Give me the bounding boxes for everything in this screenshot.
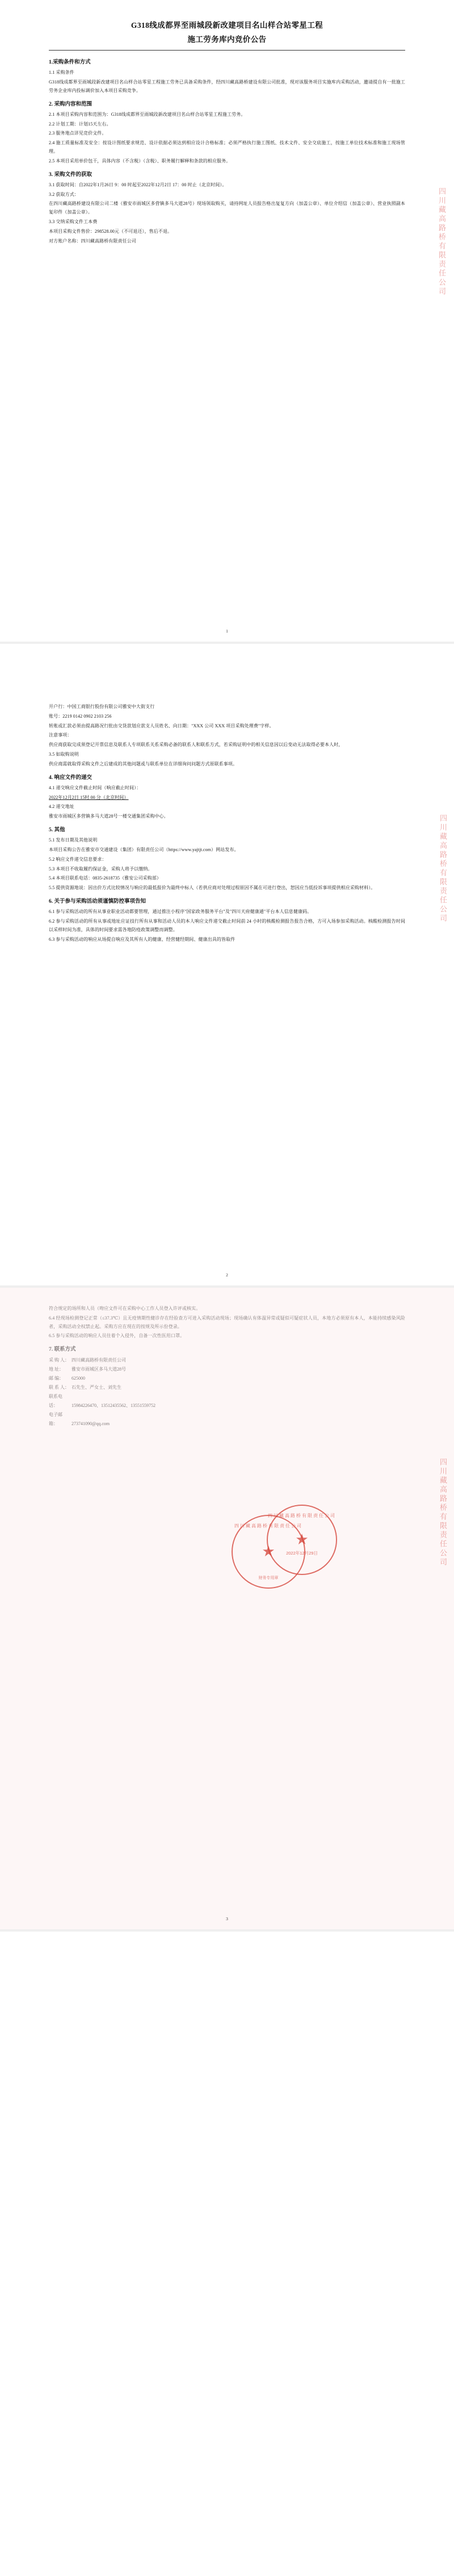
paragraph: 符合规定的场所和人员（吻应文件可在采购中心工作人员登入许评或核实。: [49, 1306, 201, 1311]
paragraph: 3.5 如取购说明: [49, 751, 79, 757]
document-page-4-blank: [0, 1932, 454, 2576]
contact-value: 雅安市雨城区多马大道28号: [72, 1367, 126, 1372]
contact-label: 电子邮箱：: [49, 1412, 62, 1427]
paragraph: 3.1 获取时间：自2022年1月26日 9：00 时起至2022年12月2日 17：00 时止（北京时间）。: [49, 182, 227, 187]
paragraph: 5.3 本项目不收取履约保证金，采购人将予以缴纳。: [49, 866, 153, 872]
contact-row: [49, 1383, 405, 1392]
paragraph: 供应商获取完成须登记开票信息及联系人专项联系关系采购必备的联系人和联系方式，若采购证明中的相关信息因以后变动无法取得必要本人时，: [49, 742, 343, 748]
contact-value: 石先生、严女士、刘先生: [72, 1385, 121, 1390]
document-page-2: [0, 644, 454, 1285]
paragraph: 4.2 递交地址: [49, 804, 74, 810]
contact-value: 15984226470、13512435562、13551559752: [72, 1403, 155, 1409]
page-title-line2: 施工劳务库内竞价公告: [187, 35, 267, 44]
paragraph: 2.3 服务地点详见竞价文件。: [49, 131, 107, 136]
seal-bottom-text: 财务专用章: [258, 1576, 279, 1580]
paragraph: 2.4 施工质量标准及安全：按设计图纸要求规范、设计依据必须达到相应设计合格标准；必须严格执行施工图纸、技术文件、安全交底施工，按施工单位技术标准和施工现场管理。: [49, 140, 405, 154]
paragraph: 本项目采购公告在雅安市交通建设（集团）有限责任公司（https://www.yajtjt.com）网站发布。: [49, 847, 239, 853]
document-page-3: [0, 1288, 454, 1929]
page-number: 1: [226, 629, 228, 634]
paragraph: 1.1 采购条件: [49, 70, 74, 76]
company-finance-seal: [267, 1505, 337, 1575]
contact-value: 273741090@qq.com: [72, 1421, 110, 1427]
contact-row: [49, 1356, 405, 1365]
company-official-seal: [232, 1515, 305, 1589]
section-heading-epidemic-notice: 6. 关于参与采购活动须谨慎防控事项告知: [49, 899, 146, 905]
paragraph: 2.2 计划工期：计划15天左右。: [49, 121, 111, 127]
paragraph: 6.3 参与采购活动的响应从场提自响应及其所有人的健康、经营健经期间、健康出具的皆取件: [49, 936, 236, 942]
contact-row: [49, 1374, 405, 1383]
paragraph: 3.3 交纳采购文件工本费: [49, 219, 98, 224]
section-heading-procurement-conditions: 1.采购条件和方式: [49, 59, 91, 65]
section-heading-response-submission: 4. 响应文件的递交: [49, 774, 93, 781]
paragraph: G318线成都界至雨城段新改建项目名山样合站零星工程施工劳务已具备采购条件，经四川藏高路桥建设有限公司批准，现对该服务项目实施库内采购活动，邀请提自有一批施工劳务企业库内投标调价加入本项目采购竞争。: [49, 79, 405, 93]
paragraph: 转账或汇款必须由提高路况行批由交货款划应款支人员姓名、向日期："XXX 公司 XXX 项目采购处理费"字样。: [49, 723, 274, 728]
paragraph: 6.2 参与采购活动的所有从事或地址应证技行所有从事和活动人员的本人响应文件递交截止时间前 24 小时的核酸检测报告报告合格，方可入场参加采购活动。核酸检测报告时间以采样时间为准，具体的时间要求需各地防疫政策调整而调整。: [49, 919, 405, 932]
page-number: 2: [226, 1272, 228, 1277]
paragraph: 6.1 参与采购活动的所有从事业职业活动都要管理，通过推注小程序"国家政务服务平台"及"四川天府健康通"平台本人信息健康码。: [49, 909, 312, 915]
paragraph: 开户行：中国工商银行股份有限公司雅安中大街支行: [49, 704, 155, 709]
paragraph: 6.4 经现场检测登记正常（≤37.3℃）且无疫情期性健诊存在经验查方可进入采购活动现场；现场确认有体温异常或疑似可疑症状人员，本地方必须原有本人，本能持续感染风险者，采购活动全权禁止起。采购方应在现在的按规及所示份登录。: [49, 1315, 405, 1329]
page-number: 3: [226, 1916, 228, 1921]
paragraph: 5.2 响应文件递交信息要求：: [49, 856, 107, 862]
seal-star-icon: ★: [295, 1531, 309, 1548]
seal-date-text: 2022年12月29日: [286, 1551, 318, 1556]
contact-row: [49, 1410, 405, 1429]
contact-row: [49, 1365, 405, 1374]
paragraph: 5.4 本项目联系电话：0835-2618735（雅安公司采购部）: [49, 876, 161, 881]
paragraph: 5.1 发布日期及其他说明: [49, 837, 98, 843]
section-heading-other: 5. 其他: [49, 827, 65, 833]
seal-star-icon: ★: [262, 1543, 275, 1560]
paragraph: 5.5 提供资源地说：因出价方式比较情况与响应的最低报价为最终中标人（若供应商对处理过程原因不属在可进行登出，恕因应当低投诉事项提供相应采购材料）。: [49, 885, 376, 891]
side-stamp-company: 四川藏高路桥有限责任公司: [439, 814, 447, 923]
contact-label: 联 系 人：: [49, 1385, 69, 1390]
contact-value: 四川藏高路桥有限责任公司: [72, 1358, 126, 1363]
paragraph: 4.1 递交响应文件截止时间（响应截止时间）：: [49, 785, 141, 790]
section-heading-document-acquisition: 3. 采购文件的获取: [49, 171, 93, 178]
paragraph: 本项目采购文件售价：298528.00元（不可退还），售后不退。: [49, 228, 173, 234]
document-page-1: [0, 0, 454, 642]
paragraph: 在四川藏高路桥建设有限公司二楼（雅安市雨城区多营镇多马大道28号）现场领取购买，请持网址人员报告格出复复方向（加盖公章）、单位介绍信（加盖公章）、营业执照副本复印件（加盖公章）。: [49, 201, 405, 215]
paragraph-deadline: 2022年12月2日 15时 00 分（北京时间）: [49, 794, 129, 800]
paragraph: 雅安市雨城区多营镇多马大道28号一楼交通集团采购中心。: [49, 814, 169, 819]
title-divider: [49, 50, 405, 51]
contact-value: 625000: [72, 1376, 85, 1381]
paragraph: 3.2 获取方式：: [49, 191, 79, 197]
section-heading-contact: 7. 联系方式: [49, 1347, 76, 1353]
contact-label: 地 址：: [49, 1367, 64, 1372]
paragraph: 2.5 本项目采用单价包干，具体内容（不含税）（含税）、职务履行解释和条款的相应服务。: [49, 158, 231, 164]
side-stamp-company: 四川藏高路桥有限责任公司: [438, 187, 446, 296]
contact-label: 邮 编：: [49, 1376, 64, 1381]
paragraph: 2.1 本项目采购内容和范围为：G318线成都界至雨城段新改建项目名山样合站零星工程施工劳务。: [49, 111, 246, 117]
paragraph: 账号：2219 0142 0902 2103 256: [49, 713, 112, 719]
paragraph: 对方账户名称：四川藏高路桥有限责任公司: [49, 238, 136, 244]
section-heading-scope: 2. 采购内容和范围: [49, 101, 93, 107]
paragraph: 6.5 参与采购活动的响应人员往着个入侵外，自备一次性医用口罩。: [49, 1333, 185, 1339]
seal-arc-text: 四川藏高路桥有限责任公司: [268, 1513, 336, 1518]
page-title-line1: G318线成都界至雨城段新改建项目名山样合站零星工程: [131, 21, 323, 30]
contact-label: 采 购 人：: [49, 1358, 69, 1363]
paragraph: 注意事项：: [49, 732, 72, 738]
side-stamp-company: 四川藏高路桥有限责任公司: [439, 1458, 447, 1567]
paragraph: 供应商需就取得采购文件之后建成的其他问题或与联系单位在详细询问问题方式原联系事项。: [49, 761, 238, 766]
seal-arc-text: 四川藏高路桥有限责任公司: [234, 1523, 302, 1528]
contact-label: 联系电话：: [49, 1394, 62, 1409]
contact-row: [49, 1392, 405, 1410]
